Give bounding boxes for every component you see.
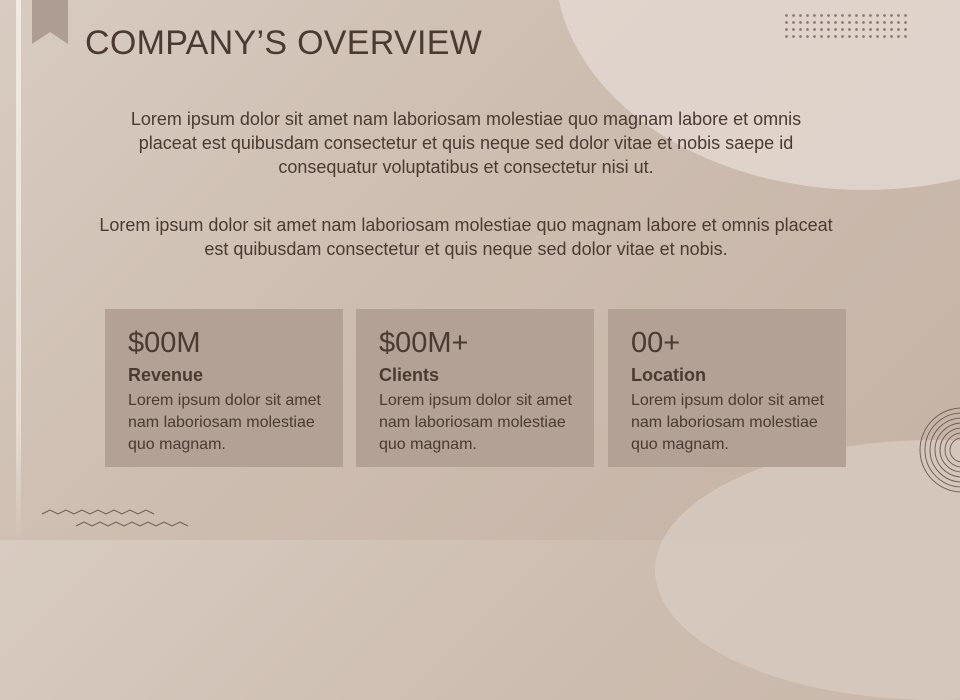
page-title: COMPANY’S OVERVIEW bbox=[85, 24, 483, 62]
stat-label: Clients bbox=[379, 365, 440, 385]
intro-paragraph: Lorem ipsum dolor sit amet nam laboriosam molestiae quo magnam labore et omnis placeat est quibusdam consectetur et quis neque sed dolor vitae et nobis saepe id consequatur voluptatibus et consectetur nisi ut. bbox=[130, 109, 802, 177]
background-blob-bottom bbox=[655, 440, 960, 700]
stat-value: $00M+ bbox=[379, 327, 469, 359]
stat-card-location bbox=[608, 309, 846, 467]
dot-grid-decoration bbox=[783, 12, 909, 40]
stat-value: $00M bbox=[128, 327, 201, 359]
zigzag-decoration bbox=[40, 508, 192, 530]
stat-value: 00+ bbox=[631, 327, 681, 359]
bookmark-icon bbox=[32, 0, 68, 44]
stat-description: Lorem ipsum dolor sit amet nam laboriosam molestiae quo magnam. bbox=[379, 392, 572, 453]
stat-description: Lorem ipsum dolor sit amet nam laboriosam molestiae quo magnam. bbox=[128, 392, 321, 453]
stat-description: Lorem ipsum dolor sit amet nam laboriosam molestiae quo magnam. bbox=[631, 392, 824, 453]
stat-card-revenue bbox=[105, 309, 343, 467]
stat-card-clients bbox=[356, 309, 594, 467]
side-accent-line bbox=[16, 0, 21, 540]
stat-label: Location bbox=[631, 365, 706, 385]
concentric-rings-decoration bbox=[918, 405, 960, 495]
summary-paragraph: Lorem ipsum dolor sit amet nam laboriosam molestiae quo magnam labore et omnis placeat est quibusdam consectetur et quis neque sed dolor vitae et nobis. bbox=[99, 215, 833, 259]
stat-label: Revenue bbox=[128, 365, 204, 385]
